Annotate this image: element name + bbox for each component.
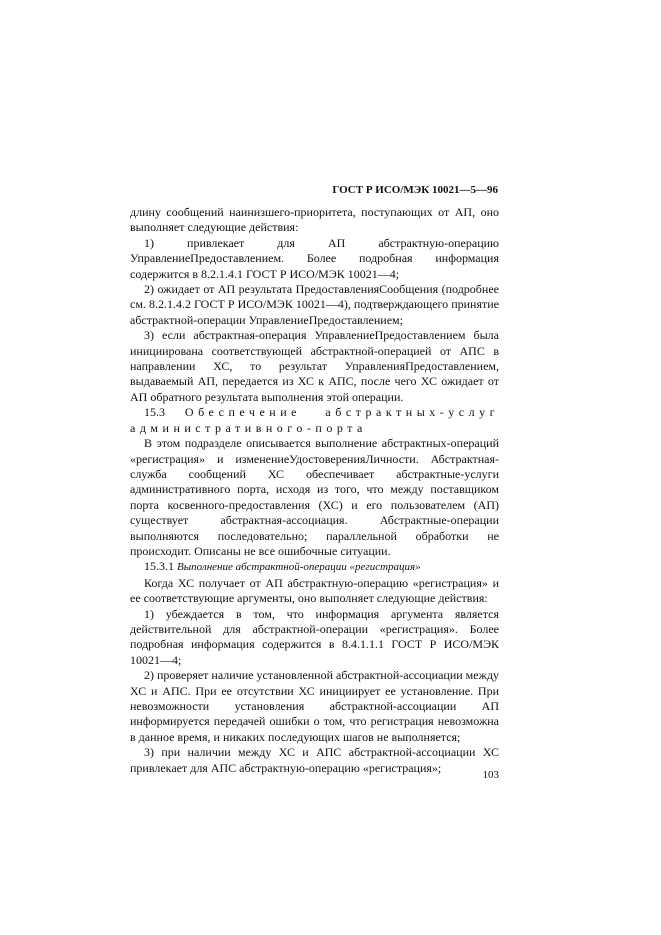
subsection-title: Выполнение абстрактной-операции «регистрация» [177,561,421,574]
section-number: 15.3 [144,405,165,420]
page-number: 103 [482,769,499,781]
paragraph: Когда ХС получает от АП абстрактную-операцию «регистрация» и ее соответствующие аргументы, оно выполняет следующие действия: [130,575,499,606]
list-item: 3) если абстрактная-операция УправлениеПредоставлением была инициирована соответствующей абстрактной-операцией от АПС в направлении ХС, то результат УправленияПредоставлением, выдаваемый АП, передается из ХС к АПС, после чего ХС ожидает от АП обратного результата выполнения этой операции. [130,328,499,404]
list-item: 3) при наличии между ХС и АПС абстрактной-ассоциации ХС привлекает для АПС абстрактную-операцию «регистрация»; [130,745,499,775]
subsection-heading [130,559,499,575]
page-body [130,205,499,776]
paragraph: длину сообщений наинизшего-приоритета, поступающих от АП, оно выполняет следующие действия: [130,205,499,235]
list-item: 2) проверяет наличие установленной абстрактной-ассоциации между ХС и АПС. При ее отсутствии ХС инициирует ее установление. При невозможности установления абстрактной-ассоциации АП информируется передачей ошибки о том, что регистрация невозможна в данное время, и никаких последующих шагов не выполняется; [130,668,499,744]
running-header: ГОСТ Р ИСО/МЭК 10021—5—96 [332,184,498,196]
section-title: Обеспечение абстрактных-услуг административного-порта [130,405,499,435]
list-item: 2) ожидает от АП результата ПредоставленияСообщения (подробнее см. 8.2.1.4.2 ГОСТ Р ИСО/МЭК 10021—4), подтверждающего принятие абстрактной-операции УправлениеПредоставлением; [130,282,499,327]
section-heading [130,405,499,436]
list-item: 1) привлекает для АП абстрактную-операцию УправлениеПредоставлением. Более подробная информация содержится в 8.2.1.4.1 ГОСТ Р ИСО/МЭК 10021—4; [130,235,499,281]
paragraph: В этом подразделе описывается выполнение абстрактных-операций «регистрация» и изменениеУдостоверенияЛичности. Абстрактная-служба сообщений ХС обеспечивает абстрактные-услуги административного порта, исходя из того, что между поставщиком порта косвенного-предоставления (ХС) и его пользователем (АП) существует абстрактная-ассоциация. Абстрактные-операции выполняются последовательно; параллельной обработки не происходит. Описаны не все ошибочные ситуации. [130,436,499,558]
list-item: 1) убеждается в том, что информация аргумента является действительной для абстрактной-операции «регистрация». Более подробная информация содержится в 8.4.1.1.1 ГОСТ Р ИСО/МЭК 10021—4; [130,606,499,667]
subsection-number: 15.3.1 [144,559,174,574]
